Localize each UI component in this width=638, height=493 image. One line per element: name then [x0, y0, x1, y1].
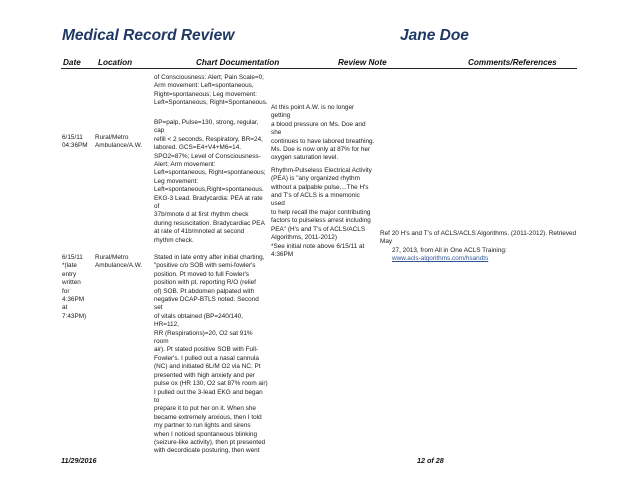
text-line: factors to pulseless arrest including — [271, 217, 371, 225]
text-line: *See initial note above 6/15/11 at — [271, 242, 365, 250]
text-line: prepare it to put her on it. When she — [154, 405, 256, 413]
text-line: when I noticed spontaneous blinking — [154, 430, 258, 438]
text-line: Algorithms, 2011-2012) — [271, 234, 337, 242]
text-line: (NC) and initiated 6L/M O2 via NC. Pt — [154, 363, 261, 371]
text-line: 4:36PM — [271, 250, 294, 258]
text-line: position with pt. reporting R/O (relief — [154, 279, 256, 287]
text-line: RR (Respirations)=20, O2 sat 91% room — [154, 329, 253, 346]
text-line: Left=spontaneous,Right=spontaneous. — [154, 186, 264, 194]
reference-citation: Ref 20 H's and T's of ACLS/ACLS Algorithms. (2011-2012). Retrieved May — [380, 230, 577, 246]
text-line: *(late — [62, 262, 77, 270]
text-line: Rural/Metro — [95, 134, 129, 141]
row1-chart — [154, 119, 268, 245]
column-header-date: Date — [63, 58, 81, 67]
text-line: of Consciousness: Alert; Pain Scale=0; — [154, 74, 264, 81]
text-line: pulse ox (HR 130, O2 sat 87% room air) — [154, 380, 268, 388]
text-line: (seizure-like activity), then pt presented — [154, 438, 266, 446]
column-header-comments-references: Comments/References — [468, 58, 557, 67]
text-line: Fowler's. I pulled out a nasal cannula — [154, 354, 259, 362]
footer-page-number: 12 of 28 — [417, 456, 444, 465]
text-line: I pulled out the 3-lead EKG and began to — [154, 388, 263, 404]
footer-date: 11/29/2016 — [61, 456, 97, 465]
text-line: air). Pt stated positive SOB with Full- — [154, 346, 259, 354]
text-line: my partner to run lights and sirens — [154, 422, 251, 430]
text-line: Rhythm-Pulseless Electrical Activity — [271, 166, 372, 174]
text-line: At this point A.W. is no longer getting — [271, 104, 355, 120]
row1-date — [62, 134, 88, 151]
text-line: for — [62, 287, 70, 295]
text-line: Stated in late entry after initial charting, — [154, 254, 265, 261]
text-line: Left=spontaneous, Right=spontaneous; — [154, 169, 266, 177]
text-line: position. Pt moved to full Fowler's — [154, 270, 249, 278]
row2-location — [95, 254, 147, 271]
text-line: with decordicate posturing, then went — [154, 447, 260, 455]
text-line: Ambulance/A.W. — [95, 142, 143, 150]
text-line: Rural/Metro — [95, 254, 129, 261]
column-header-review-note: Review Note — [338, 58, 387, 67]
text-line: Ambulance/A.W. — [95, 262, 143, 270]
text-line: written — [62, 279, 81, 287]
text-line: BP=palp, Pulse=130, strong, regular, cap — [154, 119, 259, 135]
text-line: SPO2=87%; Level of Consciousness- — [154, 152, 261, 160]
text-line: Left=Spontaneous, Right=Spontaneous. — [154, 99, 268, 107]
text-line: of vitals obtained (BP=240/140, HR=112, — [154, 312, 243, 329]
text-line: Leg movement: — [154, 177, 199, 185]
row2-chart — [154, 254, 268, 456]
text-line: 7:43PM) — [62, 312, 87, 320]
text-line: Alert; Arm movement: — [154, 161, 216, 169]
text-line: (PEA) is "any organized rhythm — [271, 175, 360, 183]
reference-citation-cont: 27, 2013, from All in One ACLS Training: — [392, 246, 507, 254]
text-line: EKG-3 Lead. Bradycardia: PEA at rate of — [154, 194, 263, 211]
text-line: and T's of ACLS is a mnemonic used — [271, 192, 360, 208]
text-line: oxygen saturation level. — [271, 154, 339, 162]
row1-comments — [380, 230, 578, 264]
row2-date — [62, 254, 88, 321]
text-line: negative DCAP-BTLS noted. Second set — [154, 296, 259, 312]
text-line: entry — [62, 270, 77, 278]
text-line: refill < 2 seconds, Respiratory, BR=24, — [154, 135, 263, 143]
text-line: "positive c/o SOB with semi-fowler's — [154, 262, 256, 270]
row1-location — [95, 134, 147, 151]
text-line: continues to have labored breathing. — [271, 137, 375, 145]
column-header-location: Location — [98, 58, 133, 67]
text-line: presented with high anxiety and per — [154, 371, 255, 379]
text-line: Right=spontaneous; Leg movement: — [154, 90, 257, 98]
document-title: Medical Record Review — [62, 27, 235, 44]
text-line: of) SOB. Pt abdomen palpated with — [154, 287, 255, 295]
text-line: PEA" (H's and T's of ACLS/ACLS — [271, 225, 366, 233]
text-line: 37b/mnote d at first rhythm check — [154, 211, 249, 219]
text-line: 04:36PM — [62, 142, 88, 150]
text-line: 6/15/11 — [62, 254, 83, 261]
text-line: rhythm check. — [154, 236, 194, 244]
text-line: became extremely anxious, then I told — [154, 413, 262, 421]
text-line: at rate of 41b/mnoted at second — [154, 228, 245, 236]
patient-name: Jane Doe — [400, 27, 469, 44]
reference-link[interactable]: www.acls-algorithms.com/hsandts — [392, 255, 489, 263]
text-line: a blood pressure on Ms. Doe and she — [271, 120, 366, 137]
row1-review-note — [271, 104, 375, 259]
header-divider — [61, 68, 577, 69]
text-line: without a palpable pulse,...The H's — [271, 183, 369, 191]
text-line: Ms. Doe is now only at 87% for her — [271, 146, 371, 154]
column-header-chart-documentation: Chart Documentation — [196, 58, 280, 67]
text-line: Arm movement: Left=spontaneous, — [154, 82, 254, 90]
text-line: at — [62, 304, 68, 312]
row1-chart-continued — [154, 74, 268, 108]
text-line: during resuscitation. Bradycardiac PEA — [154, 219, 265, 227]
text-line: labored. GCS=E4+V4+M6=14. — [154, 144, 242, 152]
text-line: to help recall the major contributing — [271, 208, 371, 216]
text-line: 4:36PM — [62, 296, 85, 304]
text-line: 6/15/11 — [62, 134, 83, 141]
